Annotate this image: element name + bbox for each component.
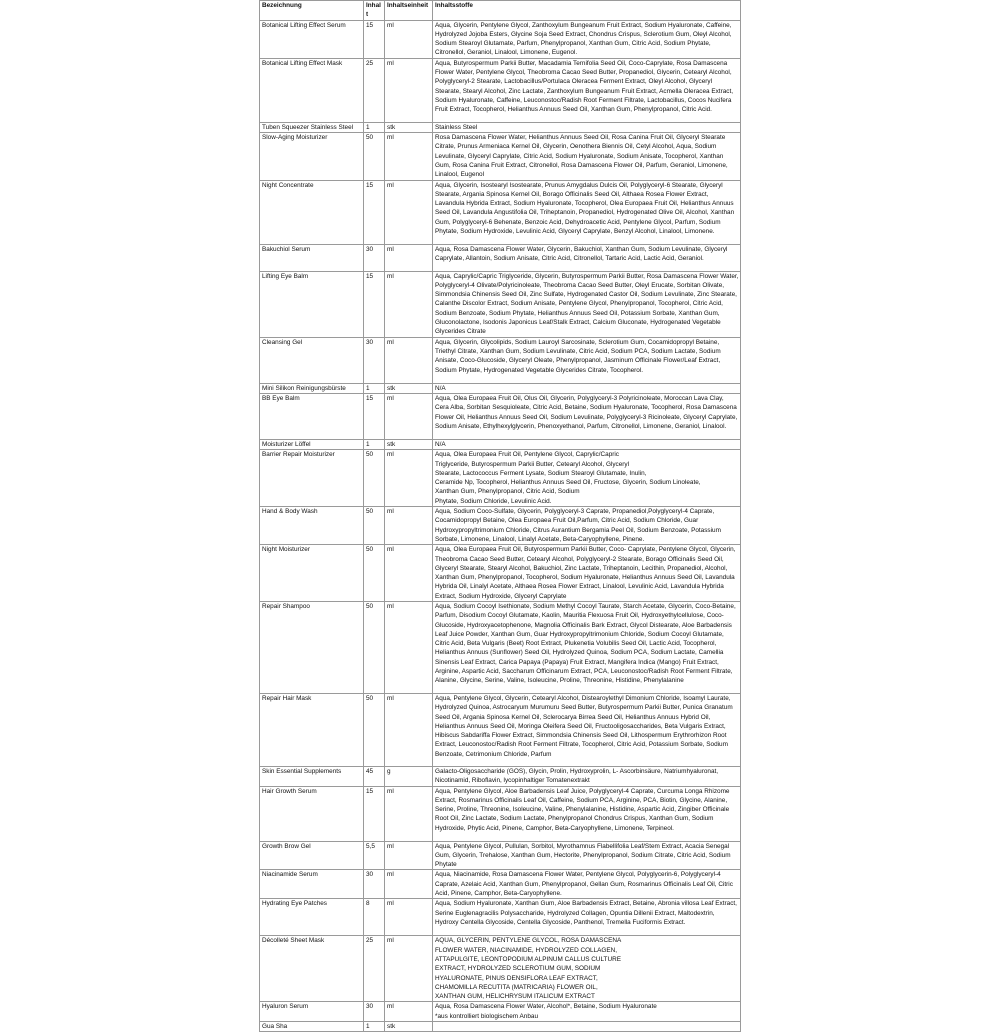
- product-name-cell: Décolleté Sheet Mask: [260, 936, 364, 1002]
- ingredients-cell: N/A: [433, 383, 741, 393]
- product-name-cell: Hydrating Eye Patches: [260, 899, 364, 936]
- amount-cell: 5,5: [364, 841, 385, 870]
- ingredients-cell: Aqua, Rosa Damascena Flower Water, Glycerin, Bakuchiol, Xanthan Gum, Sodium Levulinate, Glyceryl Caprylate, Allantoin, Sodium Anisate, Citric Acid, Citronellol, Tartaric Acid, Lactic Acid, Geraniol.: [433, 244, 741, 271]
- amount-cell: 50: [364, 693, 385, 766]
- product-name-cell: Night Moisturizer: [260, 545, 364, 602]
- amount-cell: 45: [364, 766, 385, 786]
- unit-cell: ml: [385, 601, 433, 693]
- amount-cell: 15: [364, 393, 385, 439]
- amount-cell: 1: [364, 439, 385, 449]
- table-row: [260, 766, 741, 786]
- product-name-cell: Botanical Lifting Effect Mask: [260, 58, 364, 122]
- table-row: [260, 58, 741, 122]
- amount-cell: 50: [364, 450, 385, 507]
- table-row: [260, 601, 741, 693]
- table-row: [260, 545, 741, 602]
- amount-cell: 50: [364, 133, 385, 180]
- product-name-cell: Cleansing Gel: [260, 337, 364, 383]
- table-row: [260, 786, 741, 841]
- unit-cell: ml: [385, 180, 433, 244]
- table-header-row: [260, 1, 741, 21]
- unit-cell: ml: [385, 271, 433, 337]
- table-row: [260, 899, 741, 936]
- amount-cell: 15: [364, 180, 385, 244]
- product-name-cell: Night Concentrate: [260, 180, 364, 244]
- amount-cell: 15: [364, 786, 385, 841]
- table-row: [260, 244, 741, 271]
- table-row: [260, 20, 741, 58]
- table-row: [260, 271, 741, 337]
- product-name-cell: Repair Hair Mask: [260, 693, 364, 766]
- header-bezeichnung: Bezeichnung: [260, 1, 364, 21]
- unit-cell: g: [385, 766, 433, 786]
- unit-cell: ml: [385, 1002, 433, 1022]
- product-name-cell: Tuben Squeezer Stainless Steel: [260, 122, 364, 132]
- amount-cell: 1: [364, 383, 385, 393]
- ingredients-cell: Stainless Steel: [433, 122, 741, 132]
- amount-cell: 50: [364, 545, 385, 602]
- product-name-cell: Botanical Lifting Effect Serum: [260, 20, 364, 58]
- ingredients-cell: Aqua, Rosa Damascena Flower Water, Alcohol*, Betaine, Sodium Hyaluronate *aus kontrolliert biologischem Anbau: [433, 1002, 741, 1022]
- ingredients-cell: Aqua, Butyrospermum Parkii Butter, Macadamia Ternifolia Seed Oil, Coco-Caprylate, Rosa Damascena Flower Water, Pentylene Glycol, Theobroma Cacao Seed Butter, Propanediol, Glycerin, Cetearyl Alcohol, Polyglyceryl-2 Stearate, Lactobacillus/Portulaca Oleracea Ferment Extract, Oleyl Alcohol, Glyceryl Stearate, Stearyl Alcohol, Zinc Lactate, Zanthoxylum Bungeanum Fruit Extract, Acmella Oleracea Extract, Sodium Hyaluronate, Caffeine, Leuconostoc/Radish Root Ferment Filtrate, Lactobacillus, Cocos Nucifera Fruit Extract, Tocopherol, Helianthus Annuus Seed Oil, Xanthan Gum, Phenylpropanol, Citric Acid.: [433, 58, 741, 122]
- ingredients-cell: Aqua, Glycerin, Glycolipids, Sodium Lauroyl Sarcosinate, Sclerotium Gum, Cocamidopropyl Betaine, Triethyl Citrate, Xanthan Gum, Sodium Levulinate, Citric Acid, Sodium PCA, Sodium Lactate, Sodium Anisate, Coco-Glucoside, Glyceryl Oleate, Phenylpropanol, Jasminum Officinale Flower/Leaf Extract, Sodium Phytate, Hydrogenated Vegetable Glycerides Citrate, Tocopherol.: [433, 337, 741, 383]
- table-row: [260, 393, 741, 439]
- unit-cell: ml: [385, 899, 433, 936]
- ingredients-cell: AQUA, GLYCERIN, PENTYLENE GLYCOL, ROSA DAMASCENA FLOWER WATER, NIACINAMIDE, HYDROLYZED COLLAGEN, ATTAPULGITE, LEONTOPODIUM ALPINUM CALLUS CULTURE EXTRACT, HYDROLYZED SCLEROTIUM GUM, SODIUM HYALURONATE, PINUS DENSIFLORA LEAF EXTRACT, CHAMOMILLA RECUTITA (MATRICARIA) FLOWER OIL, XANTHAN GUM, HELICHRYSUM ITALICUM EXTRACT: [433, 936, 741, 1002]
- product-name-cell: BB Eye Balm: [260, 393, 364, 439]
- table-row: [260, 841, 741, 870]
- amount-cell: 50: [364, 601, 385, 693]
- amount-cell: 25: [364, 936, 385, 1002]
- ingredients-cell: Aqua, Olea Europaea Fruit Oil, Butyrospermum Parkii Butter, Coco- Caprylate, Pentylene Glycol, Glycerin, Theobroma Cacao Seed Butter, Cetearyl Alcohol, Polyglyceryl-2 Stearate, Borago Officinalis Seed Oil, Glyceryl Stearate, Stearyl Alcohol, Bakuchiol, Zinc Lactate, Triheptanoin, Lecithin, Propanediol, Alcohol, Xanthan Gum, Phenylpropanol, Tocopherol, Sodium Hyaluronate, Helianthus Annuus Seed Oil, Lavandula Hybrida Oil, Linalyl Acetate, Althaea Rosea Flower Extract, Linalool, Levulinic Acid, Lavandula Hybrida Extract, Sodium Hydroxide, Glyceryl Caprylate: [433, 545, 741, 602]
- ingredients-cell: [433, 1022, 741, 1032]
- table-row: [260, 1002, 741, 1022]
- amount-cell: 15: [364, 271, 385, 337]
- product-name-cell: Barrier Repair Moisturizer: [260, 450, 364, 507]
- table-row: [260, 450, 741, 507]
- product-name-cell: Slow-Aging Moisturizer: [260, 133, 364, 180]
- amount-cell: 30: [364, 1002, 385, 1022]
- unit-cell: ml: [385, 507, 433, 545]
- unit-cell: ml: [385, 337, 433, 383]
- product-name-cell: Mini Silikon Reinigungsbürste: [260, 383, 364, 393]
- table-row: [260, 439, 741, 449]
- product-name-cell: Hand & Body Wash: [260, 507, 364, 545]
- amount-cell: 25: [364, 58, 385, 122]
- amount-cell: 8: [364, 899, 385, 936]
- ingredients-cell: Galacto-Oligosaccharide (GOS), Glycin, Prolin, Hydroxyprolin, L- Ascorbinsäure, Natriumhyaluronat, Nicotinamid, Riboflavin, lycopinhaltiger Tomatenextrakt: [433, 766, 741, 786]
- table-row: [260, 383, 741, 393]
- product-name-cell: Hair Growth Serum: [260, 786, 364, 841]
- product-name-cell: Growth Brow Gel: [260, 841, 364, 870]
- ingredients-cell: Aqua, Pentylene Glycol, Pullulan, Sorbitol, Myrothamnus Flabellifolia Leaf/Stem Extract, Acacia Senegal Gum, Glycerin, Trehalose, Xanthan Gum, Hectorite, Phenylpropanol, Sodium Citrate, Citric Acid, Sodium Phytate: [433, 841, 741, 870]
- unit-cell: ml: [385, 786, 433, 841]
- ingredients-cell: Aqua, Sodium Coco-Sulfate, Glycerin, Polyglyceryl-3 Caprate, Propanediol,Polyglyceryl-4 Caprate, Cocamidopropyl Betaine, Olea Europaea Fruit Oil,Parfum, Citric Acid, Sodium Chloride, Guar Hydroxypropyltrimonium Chloride, Citrus Aurantium Bergamia Peel Oil, Sodium Benzoate, Potassium Sorbate, Limonene, Linalool, Linalyl Acetate, Beta-Caryophyllene, Pinene.: [433, 507, 741, 545]
- amount-cell: 30: [364, 870, 385, 899]
- ingredients-table: [259, 0, 741, 1032]
- table-row: [260, 180, 741, 244]
- unit-cell: ml: [385, 693, 433, 766]
- product-name-cell: Moisturizer Löffel: [260, 439, 364, 449]
- header-inhaltseinheit: Inhaltseinheit: [385, 1, 433, 21]
- ingredients-cell: Aqua, Caprylic/Capric Triglyceride, Glycerin, Butyrospermum Parkii Butter, Rosa Damascena Flower Water, Polyglyceryl-4 Olivate/Polyricinoleate, Theobroma Cacao Seed Butter, Oleyl Erucate, Sorbitan Olivate, Simmondsia Chinensis Seed Oil, Zinc Sulfate, Hydrogenated Castor Oil, Sodium Levulinate, Zinc Stearate, Calanthe Discolor Extract, Sodium Anisate, Pentylene Glycol, Phenylpropanol, Tocopherol, Citric Acid, Sodium Benzoate, Sodium Phytate, Helianthus Annuus Seed Oil, Potassium Sorbate, Xanthan Gum, Gluconolactone, Isodonis Japonicus Leaf/Stalk Extract, Calcium Gluconate, Hydrogenated Vegetable Glycerides Citrate: [433, 271, 741, 337]
- ingredients-cell: Aqua, Glycerin, Isostearyl Isostearate, Prunus Amygdalus Dulcis Oil, Polyglyceryl-6 Stearate, Glyceryl Stearate, Argania Spinosa Kernel Oil, Borago Officinalis Seed Oil, Althaea Rosea Flower Extract, Lavandula Hybrida Extract, Sodium Hyaluronate, Tocopherol, Olea Europaea Fruit Oil, Helianthus Annuus Seed Oil, Lavandula Angustifolia Oil, Triheptanoin, Propanediol, Hydrogenated Olive Oil, Alcohol, Xanthan Gum, Polyglyceryl-6 Behenate, Benzoic Acid, Dehydroacetic Acid, Pentylene Glycol, Parfum, Sodium Phytate, Sodium Hydroxide, Levulinic Acid, Glyceryl Caprylate, Benzyl Alcohol, Linalool, Limonene.: [433, 180, 741, 244]
- table-row: [260, 1022, 741, 1032]
- table-row: [260, 507, 741, 545]
- product-name-cell: Niacinamide Serum: [260, 870, 364, 899]
- ingredients-cell: Rosa Damascena Flower Water, Helianthus Annuus Seed Oil, Rosa Canina Fruit Oil, Glyceryl Stearate Citrate, Prunus Armeniaca Kernel Oil, Glycerin, Oenothera Biennis Oil, Cetyl Alcohol, Aqua, Sodium Levulinate, Glyceryl Caprylate, Citric Acid, Sodium Hyaluronate, Sodium Anisate, Tocopherol, Xanthan Gum, Rosa Canina Fruit Extract, Citronellol, Rosa Damascena Flower Oil, Parfum, Geraniol, Limonene, Linalool, Eugenol: [433, 133, 741, 180]
- ingredients-cell: Aqua, Glycerin, Pentylene Glycol, Zanthoxylum Bungeanum Fruit Extract, Sodium Hyaluronate, Caffeine, Hydrolyzed Jojoba Esters, Glycine Soja Seed Extract, Chondrus Crispus, Sclerotium Gum, Oleyl Alcohol, Sodium Stearoyl Glutamate, Parfum, Phenylpropanol, Xanthan Gum, Citric Acid, Sodium Phytate, Citronellol, Geraniol, Linalool, Limonene, Eugenol.: [433, 20, 741, 58]
- ingredients-cell: Aqua, Olea Europaea Fruit Oil, Pentylene Glycol, Caprylic/Capric Triglyceride, Butyrospermum Parkii Butter, Cetearyl Alcohol, Glyceryl Stearate, Lactococcus Ferment Lysate, Sodium Stearoyl Glutamate, Inulin, Ceramide Np, Tocopherol, Helianthus Annuus Seed Oil, Fructose, Glycerin, Sodium Linoleate, Xanthan Gum, Phenylpropanol, Citric Acid, Sodium Phytate, Sodium Chloride, Levulinic Acid.: [433, 450, 741, 507]
- product-name-cell: Lifting Eye Balm: [260, 271, 364, 337]
- table-row: [260, 337, 741, 383]
- amount-cell: 50: [364, 507, 385, 545]
- unit-cell: ml: [385, 393, 433, 439]
- unit-cell: ml: [385, 841, 433, 870]
- amount-cell: 30: [364, 244, 385, 271]
- header-inhaltsstoffe: Inhaltsstoffe: [433, 1, 741, 21]
- ingredients-cell: Aqua, Sodium Cocoyl Isethionate, Sodium Methyl Cocoyl Taurate, Starch Acetate, Glycerin, Coco-Betaine, Parfum, Disodium Cocoyl Glutamate, Kaolin, Mauritia Flexuosa Fruit Oil, Hydroxyethylcellulose, Coco-Glucoside, Hydroxyacetophenone, Magnolia Officinalis Bark Extract, Glycol Distearate, Aloe Barbadensis Leaf Juice Powder, Xanthan Gum, Guar Hydroxypropyltrimonium Chloride, Sodium Cocoyl Glutamate, Citric Acid, Beta Vulgaris (Beet) Root Extract, Plukenetia Volubilis Seed Oil, Lactic Acid, Tocopherol, Helianthus Annuus (Sunflower) Seed Oil, Hydrolyzed Quinoa, Sodium PCA, Sodium Lactate, Camellia Sinensis Leaf Extract, Carica Papaya (Papaya) Fruit Extract, Mangifera Indica (Mango) Fruit Extract, Arginine, Aspartic Acid, Saccharum Officinarum Extract, PCA, Leuconostoc/Radish Root Ferment Filtrate, Alanine, Glycine, Serine, Valine, Isoleucine, Proline, Threonine, Histidine, Phenylalanine: [433, 601, 741, 693]
- unit-cell: ml: [385, 20, 433, 58]
- table-row: [260, 936, 741, 1002]
- product-name-cell: Bakuchiol Serum: [260, 244, 364, 271]
- unit-cell: stk: [385, 439, 433, 449]
- product-name-cell: Gua Sha: [260, 1022, 364, 1032]
- product-name-cell: Hyaluron Serum: [260, 1002, 364, 1022]
- table-row: [260, 870, 741, 899]
- table-row: [260, 133, 741, 180]
- unit-cell: ml: [385, 133, 433, 180]
- ingredients-cell: Aqua, Niacinamide, Rosa Damascena Flower Water, Pentylene Glycol, Polyglycerin-6, Polyglyceryl-4 Caprate, Azelaic Acid, Xanthan Gum, Phenylpropanol, Gellan Gum, Rosmarinus Officinalis Leaf Oil, Citric Acid, Pinene, Camphor, Beta-Caryophyllene.: [433, 870, 741, 899]
- table-row: [260, 122, 741, 132]
- ingredients-cell: Aqua, Olea Europaea Fruit Oil, Olus Oil, Glycerin, Polyglyceryl-3 Polyricinoleate, Moroccan Lava Clay, Cera Alba, Sorbitan Sesquioleate, Citric Acid, Betaine, Sodium Hyaluronate, Tocopherol, Rosa Damascena Flower Oil, Helianthus Annuus Seed Oil, Sodium Levulinate, Polyglyceryl-3 Ricinoleate, Glyceryl Caprylate, Sodium Anisate, Ethylhexylglycerin, Phenoxyethanol, Parfum, Citronellol, Limonene, Geraniol, Linalool.: [433, 393, 741, 439]
- ingredients-cell: N/A: [433, 439, 741, 449]
- amount-cell: 1: [364, 122, 385, 132]
- unit-cell: ml: [385, 58, 433, 122]
- product-name-cell: Skin Essential Supplements: [260, 766, 364, 786]
- table-row: [260, 693, 741, 766]
- amount-cell: 1: [364, 1022, 385, 1032]
- unit-cell: stk: [385, 122, 433, 132]
- unit-cell: stk: [385, 383, 433, 393]
- ingredients-cell: Aqua, Sodium Hyaluronate, Xanthan Gum, Aloe Barbadensis Extract, Betaine, Abronia villosa Leaf Extract, Serine Euglenagracilis Polysaccharide, Hydrolyzed Collagen, Opuntia Dillenii Extract, Maltodextrin, Hydroxy Centella Glycoside, Centella Glycoside, Panthenol, Tremella Fuciformis Extract.: [433, 899, 741, 936]
- table-body: [260, 20, 741, 1032]
- unit-cell: ml: [385, 870, 433, 899]
- ingredients-cell: Aqua, Pentylene Glycol, Aloe Barbadensis Leaf Juice, Polyglyceryl-4 Caprate, Curcuma Longa Rhizome Extract, Rosmarinus Officinalis Leaf Oil, Caffeine, Sodium PCA, Arginine, PCA, Biotin, Glycine, Alanine, Serine, Proline, Threonine, Isoleucine, Valine, Phenylalanine, Histidine, Aspartic Acid, Zingiber Officinale Root Oil, Zinc Lactate, Sodium Lactate, Phenylpropanol Chondrus Crispus, Xanthan Gum, Sodium Hydroxide, Phytic Acid, Pinene, Camphor, Beta-Caryophyllene, Limonene, Terpineol.: [433, 786, 741, 841]
- ingredients-cell: Aqua, Pentylene Glycol, Glycerin, Cetearyl Alcohol, Distearoylethyl Dimonium Chloride, Isoamyl Laurate, Hydrolyzed Quinoa, Astrocaryum Murumuru Seed Butter, Butyrospermum Parkii Butter, Punica Granatum Seed Oil, Argania Spinosa Kernel Oil, Sclerocarya Birrea Seed Oil, Helianthus Annuus Hybrid Oil, Helianthus Annuus Seed Oil, Moringa Oleifera Seed Oil, Fructooligosaccharides, Beta Vulgaris Extract, Hibiscus Sabdariffa Flower Extract, Simmondsia Chinensis Seed Oil, Lithospermum Erythrorhizon Root Extract, Leuconostoc/Radish Root Ferment Filtrate, Tocopherol, Citric Acid, Potassium Sorbate, Sodium Benzoate, Cetrimonium Chloride, Parfum: [433, 693, 741, 766]
- unit-cell: stk: [385, 1022, 433, 1032]
- unit-cell: ml: [385, 450, 433, 507]
- unit-cell: ml: [385, 545, 433, 602]
- unit-cell: ml: [385, 244, 433, 271]
- unit-cell: ml: [385, 936, 433, 1002]
- amount-cell: 30: [364, 337, 385, 383]
- header-inhalt: Inhalt: [364, 1, 385, 21]
- product-name-cell: Repair Shampoo: [260, 601, 364, 693]
- amount-cell: 15: [364, 20, 385, 58]
